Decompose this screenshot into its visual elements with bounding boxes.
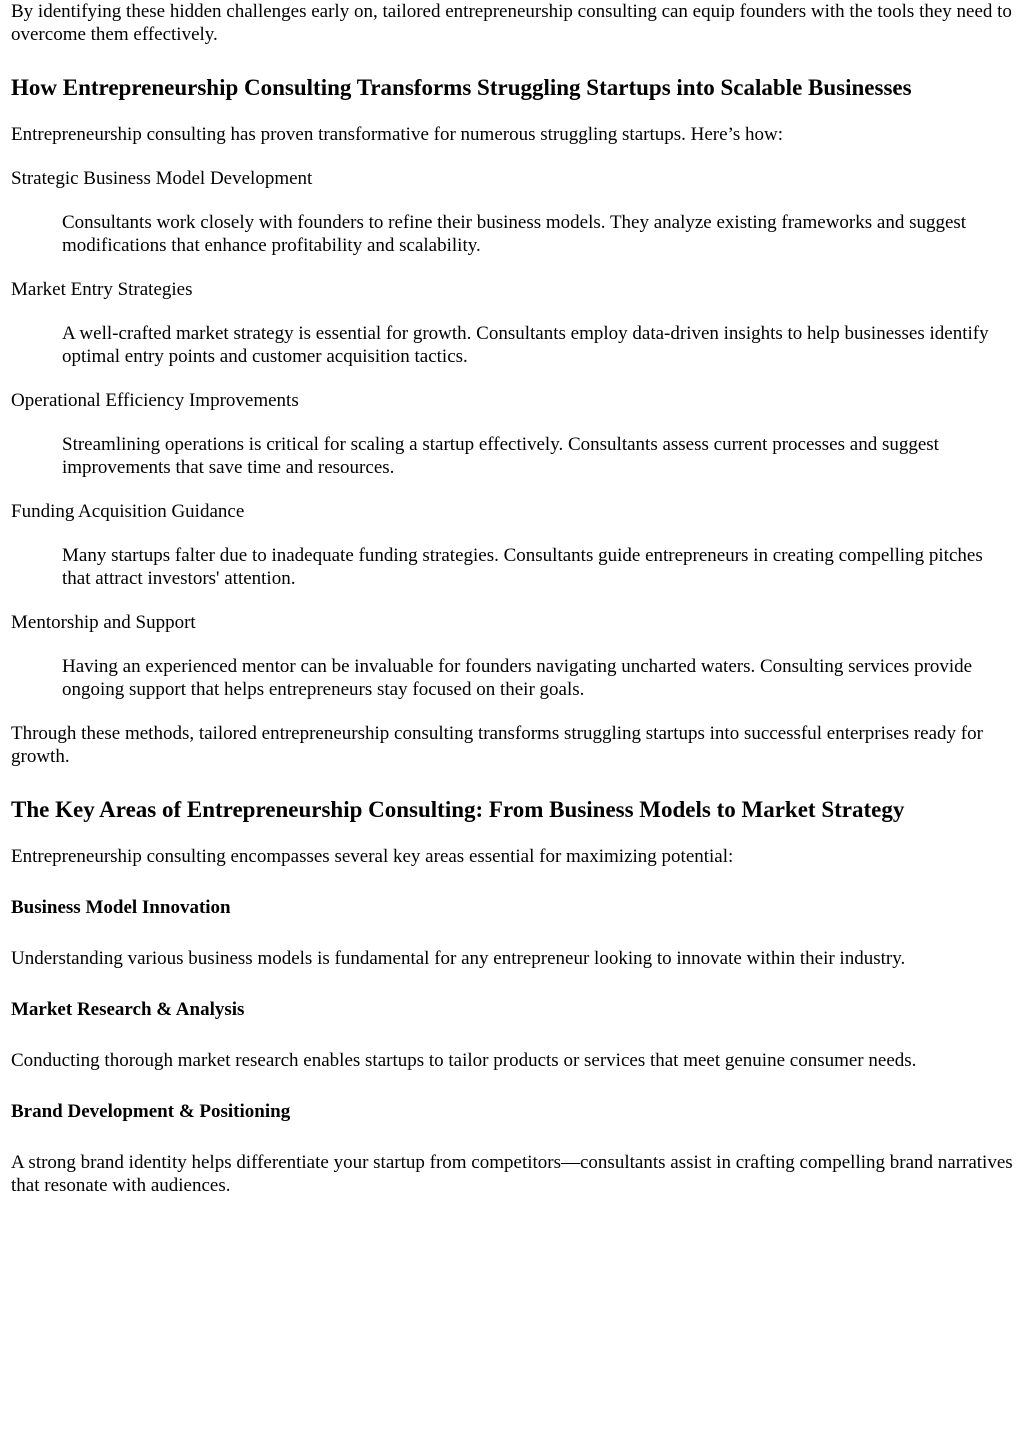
section2-lead: Entrepreneurship consulting encompasses several key areas essential for maximizing potential: [11,846,734,867]
section1-lead: Entrepreneurship consulting has proven transformative for numerous struggling startups. Here’s how: [11,124,783,145]
section-heading-transforms: How Entrepreneurship Consulting Transforms Struggling Startups into Scalable Businesses [11,75,912,100]
method-description: A well-crafted market strategy is essential for growth. Consultants employ data-driven insights to help businesses identify optimal entry points and customer acquisition tactics. [62,323,989,367]
section-heading-key-areas: The Key Areas of Entrepreneurship Consulting: From Business Models to Market Strategy [11,797,905,822]
method-term: Strategic Business Model Development [11,168,313,189]
area-heading: Business Model Innovation [11,897,231,918]
method-description: Many startups falter due to inadequate funding strategies. Consultants guide entrepreneurs in creating compelling pitches that attract investors' attention. [62,545,983,589]
method-description: Streamlining operations is critical for scaling a startup effectively. Consultants assess current processes and suggest improvements that save time and resources. [62,434,939,478]
area-text: A strong brand identity helps differentiate your startup from competitors—consultants assist in crafting compelling brand narratives that resonate with audiences. [11,1152,1013,1196]
area-text: Understanding various business models is fundamental for any entrepreneur looking to innovate within their industry. [11,948,906,969]
method-term: Mentorship and Support [11,612,196,633]
method-term: Funding Acquisition Guidance [11,501,245,522]
method-description: Consultants work closely with founders to refine their business models. They analyze existing frameworks and suggest modifications that enhance profitability and scalability. [62,212,967,256]
method-term: Operational Efficiency Improvements [11,390,299,411]
intro-paragraph: By identifying these hidden challenges early on, tailored entrepreneurship consulting can equip founders with the tools they need to overcome them effectively. [11,1,1012,45]
section1-closing: Through these methods, tailored entrepreneurship consulting transforms struggling startups into successful enterprises ready for growth. [11,723,983,767]
method-description: Having an experienced mentor can be invaluable for founders navigating uncharted waters. Consulting services provide ongoing support that helps entrepreneurs stay focused on their goals. [62,656,973,700]
area-heading: Brand Development & Positioning [11,1101,291,1122]
area-text: Conducting thorough market research enables startups to tailor products or services that meet genuine consumer needs. [11,1050,917,1071]
methods-list [11,167,1013,701]
area-heading: Market Research & Analysis [11,999,245,1020]
method-term: Market Entry Strategies [11,279,193,300]
